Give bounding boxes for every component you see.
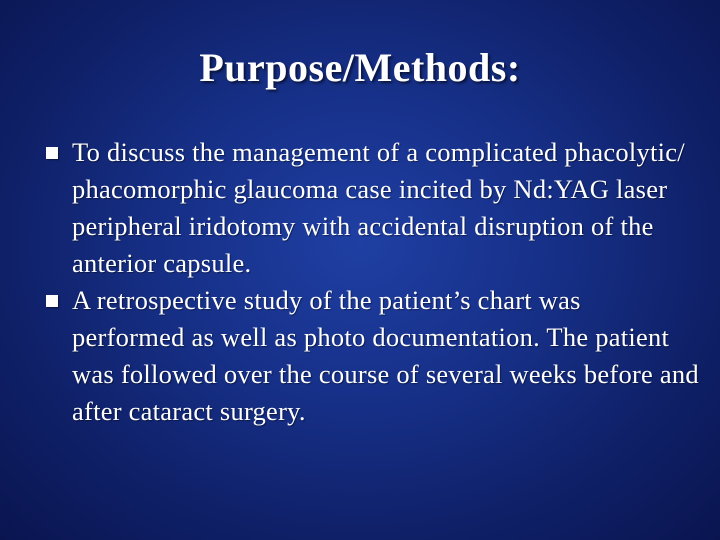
bullet-text: To discuss the management of a complicated phacolytic/ phacomorphic glaucoma case incited by Nd:YAG laser peripheral iridotomy with accidental disruption of the anterior capsule. bbox=[72, 137, 685, 278]
square-bullet-icon bbox=[46, 295, 58, 307]
square-bullet-icon bbox=[46, 147, 58, 159]
bullet-item bbox=[0, 134, 720, 282]
slide-title: Purpose/Methods: bbox=[199, 45, 521, 90]
bullet-list bbox=[0, 134, 720, 430]
bullet-text: A retrospective study of the patient’s chart was performed as well as photo documentation. The patient was followed over the course of several weeks before and after cataract surgery. bbox=[72, 285, 699, 426]
bullet-item bbox=[0, 282, 720, 430]
